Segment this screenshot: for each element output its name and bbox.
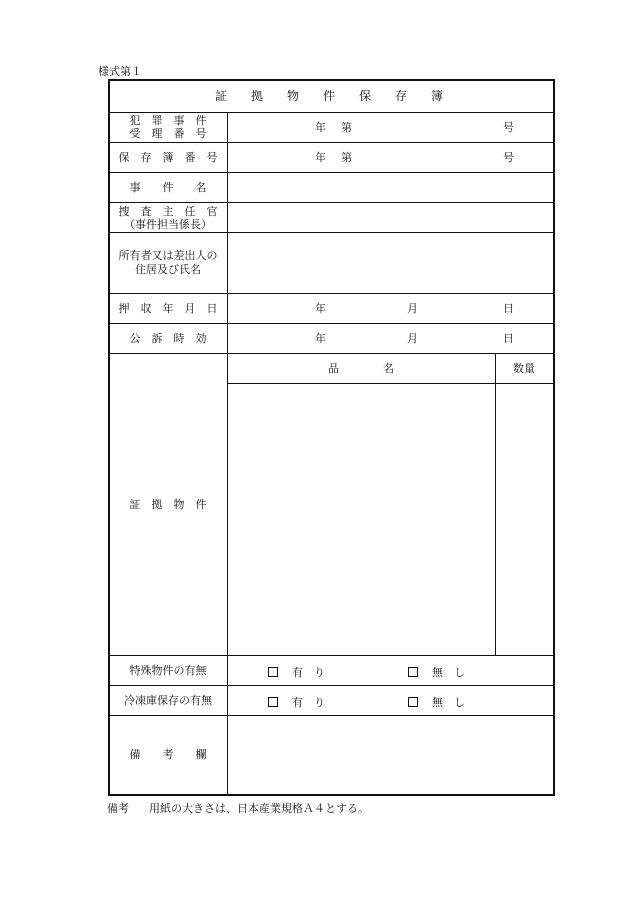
- special-items-yes-checkbox[interactable]: [268, 667, 278, 677]
- rule-case-name: [110, 202, 553, 203]
- special-items-no-option[interactable]: [408, 664, 465, 680]
- evidence-label: 証 拠 物 件: [129, 498, 207, 511]
- quantity-header: 数量: [513, 362, 535, 375]
- case-receipt-year: 年: [315, 121, 326, 134]
- rule-seizure-date: [110, 323, 553, 324]
- footnote: [107, 800, 369, 816]
- footnote-text: 用紙の大きさは、日本産業規格Ａ４とする。: [149, 802, 369, 815]
- seizure-year: 年: [315, 302, 326, 315]
- case-receipt-label-line2: 受 理 番 号: [129, 127, 207, 140]
- register-number-suffix: 号: [503, 151, 514, 164]
- rule-title: [110, 112, 553, 113]
- case-receipt-number-prefix: 第: [341, 121, 352, 134]
- frozen-storage-no-checkbox[interactable]: [408, 697, 418, 707]
- frozen-storage-yes-option[interactable]: [268, 694, 325, 710]
- special-items-no-checkbox[interactable]: [408, 667, 418, 677]
- register-number-prefix: 第: [341, 151, 352, 164]
- footnote-label: 備考: [107, 802, 129, 815]
- frozen-storage-yes-checkbox[interactable]: [268, 697, 278, 707]
- rule-evidence-header: [227, 383, 553, 384]
- special-items-label: 特殊物件の有無: [129, 664, 207, 677]
- case-receipt-label-line1: 犯 罪 事 件: [129, 114, 207, 127]
- frozen-storage-label: 冷凍庫保存の有無: [124, 694, 212, 707]
- special-items-yes-option[interactable]: [268, 664, 325, 680]
- prescription-year: 年: [315, 332, 326, 345]
- rule-register-number: [110, 172, 553, 173]
- special-items-yes-label: 有 り: [292, 666, 325, 679]
- seizure-month: 月: [407, 302, 418, 315]
- frozen-storage-yes-label: 有 り: [292, 696, 325, 709]
- label-column-divider: [227, 112, 228, 794]
- case-name-label: 事 件 名: [129, 181, 207, 194]
- register-number-label: 保 存 簿 番 号: [118, 151, 218, 164]
- rule-prescription: [110, 353, 553, 354]
- remarks-label: 備 考 欄: [129, 748, 207, 761]
- rule-investigator: [110, 232, 553, 233]
- frozen-storage-no-option[interactable]: [408, 694, 465, 710]
- evidence-register-form: [108, 79, 555, 796]
- frozen-storage-no-label: 無 し: [432, 696, 465, 709]
- owner-label-line1: 所有者又は差出人の: [118, 249, 218, 262]
- form-title: 証 拠 物 件 保 存 簿: [214, 89, 450, 103]
- rule-special-items: [110, 685, 553, 686]
- investigator-label-line1: 捜 査 主 任 官: [118, 205, 218, 218]
- special-items-no-label: 無 し: [432, 666, 465, 679]
- prescription-month: 月: [407, 332, 418, 345]
- investigator-label-line2: （事件担当係長）: [124, 218, 212, 231]
- rule-evidence: [110, 655, 553, 656]
- case-receipt-number-field[interactable]: [240, 115, 540, 139]
- owner-label-line2: 住居及び氏名: [135, 263, 201, 276]
- prescription-label: 公 訴 時 効: [129, 332, 207, 345]
- quantity-column-divider: [495, 353, 496, 655]
- rule-owner: [110, 293, 553, 294]
- form-id: 様式第１: [98, 65, 142, 78]
- case-receipt-number-suffix: 号: [503, 121, 514, 134]
- seizure-day: 日: [503, 302, 514, 315]
- item-name-header: 品 名: [328, 362, 394, 375]
- register-year: 年: [315, 151, 326, 164]
- seizure-date-label: 押 収 年 月 日: [118, 302, 218, 315]
- rule-case-receipt: [110, 142, 553, 143]
- rule-frozen-storage: [110, 715, 553, 716]
- prescription-day: 日: [503, 332, 514, 345]
